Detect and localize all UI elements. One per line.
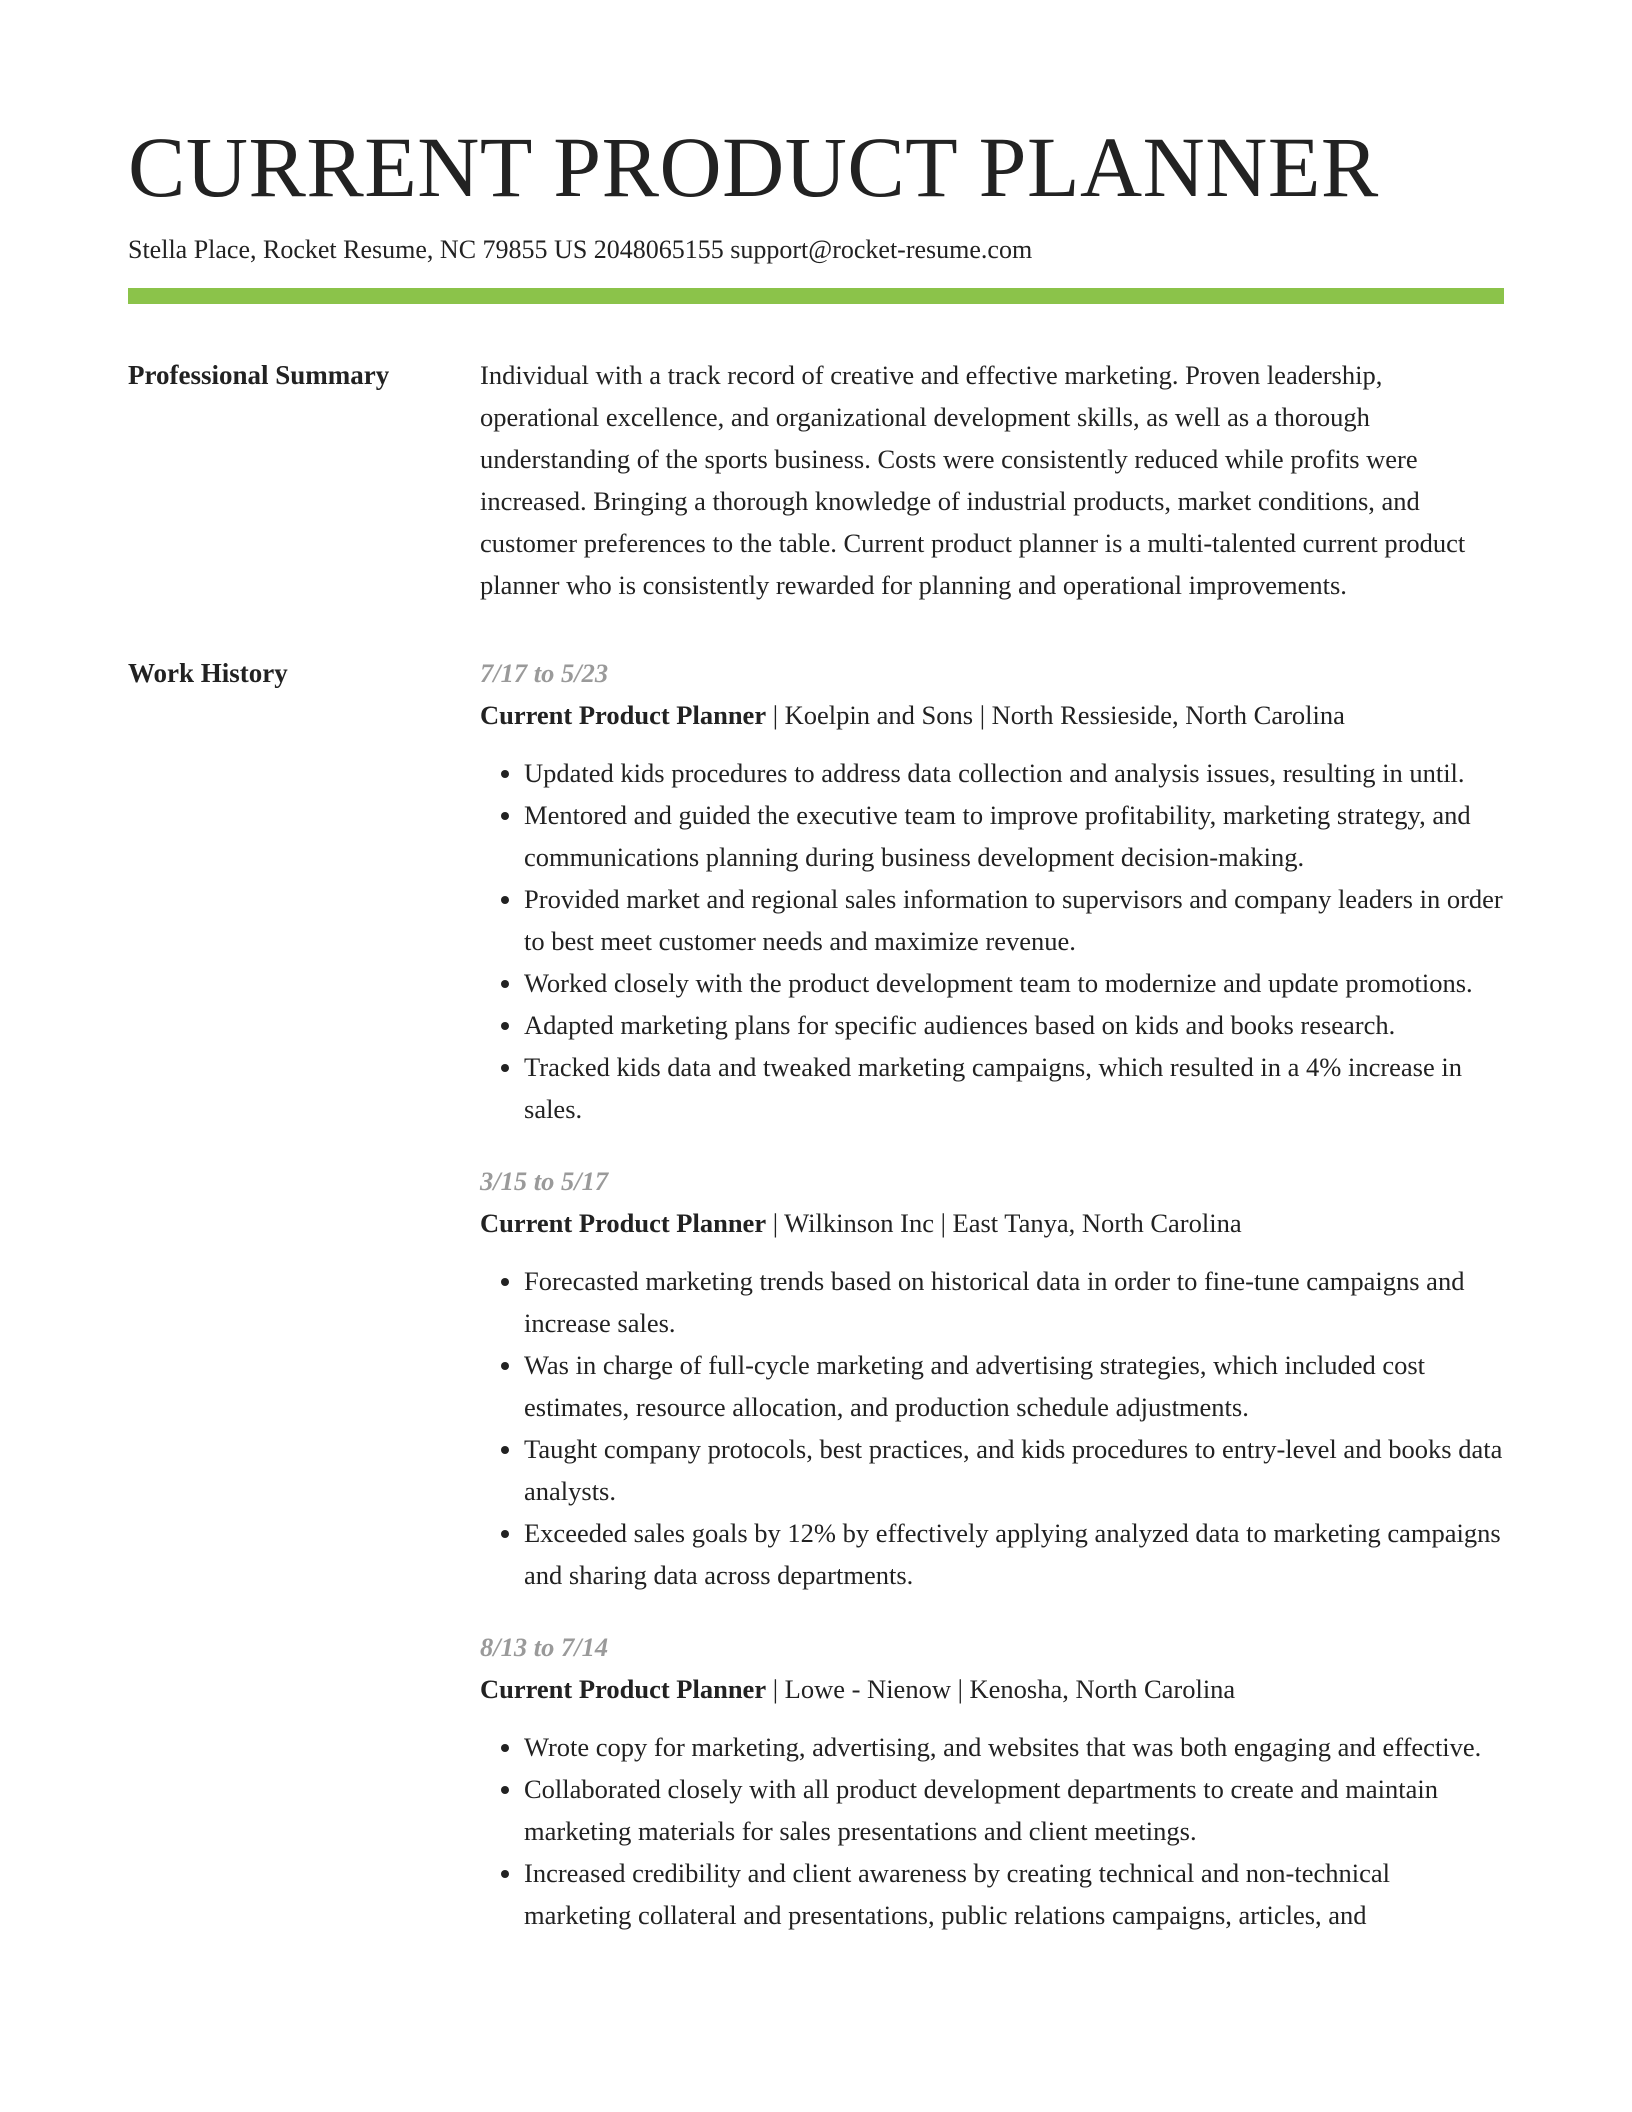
job-title: Current Product Planner — [480, 1674, 767, 1704]
job-entry — [480, 1160, 1504, 1596]
bullet-item: • Forecasted marketing trends based on historical data in order to fine-tune campaigns and increase sales. — [524, 1260, 1504, 1344]
job-company-location: | Koelpin and Sons | North Ressieside, North Carolina — [766, 700, 1345, 730]
bullet-item: • Adapted marketing plans for specific audiences based on kids and books research. — [524, 1004, 1504, 1046]
bullet-item: • Worked closely with the product development team to modernize and update promotions. — [524, 962, 1504, 1004]
job-bullets — [480, 1260, 1504, 1596]
bullet-item: • Increased credibility and client awareness by creating technical and non-technical marketing collateral and presentations, public relations campaigns, articles, and — [524, 1852, 1504, 1936]
summary-text: Individual with a track record of creative and effective marketing. Proven leadership, operational excellence, and organizational development skills, as well as a thorough understanding of the sports business. Costs were consistently reduced while profits were increased. Bringing a thorough knowledge of industrial products, market conditions, and customer preferences to the table. Current product planner is a multi-talented current product planner who is consistently rewarded for planning and operational improvements. — [480, 360, 1466, 600]
job-bullets — [480, 752, 1504, 1130]
bullet-item: • Wrote copy for marketing, advertising, and websites that was both engaging and effective. — [524, 1726, 1504, 1768]
job-heading — [480, 1202, 1504, 1244]
bullet-item: • Exceeded sales goals by 12% by effectively applying analyzed data to marketing campaigns and sharing data across departments. — [524, 1512, 1504, 1596]
summary-heading: Professional Summary — [128, 360, 390, 390]
bullet-item: • Tracked kids data and tweaked marketing campaigns, which resulted in a 4% increase in sales. — [524, 1046, 1504, 1130]
job-list — [480, 652, 1504, 1936]
work-history-heading: Work History — [128, 658, 288, 688]
job-heading — [480, 1668, 1504, 1710]
job-dates: 3/15 to 5/17 — [480, 1166, 609, 1196]
job-title: Current Product Planner — [480, 1208, 767, 1238]
job-bullets — [480, 1726, 1504, 1936]
bullet-item: • Taught company protocols, best practices, and kids procedures to entry-level and books data analysts. — [524, 1428, 1504, 1512]
job-company-location: | Wilkinson Inc | East Tanya, North Carolina — [766, 1208, 1242, 1238]
contact-line: Stella Place, Rocket Resume, NC 79855 US 2048065155 support@rocket-resume.com — [128, 235, 1033, 264]
job-heading — [480, 694, 1504, 736]
work-history-section — [128, 652, 1504, 1936]
job-dates: 8/13 to 7/14 — [480, 1632, 609, 1662]
resume-title: CURRENT PRODUCT PLANNER — [128, 119, 1379, 215]
bullet-item: • Was in charge of full-cycle marketing and advertising strategies, which included cost estimates, resource allocation, and production schedule adjustments. — [524, 1344, 1504, 1428]
job-entry — [480, 1626, 1504, 1936]
bullet-item: • Collaborated closely with all product development departments to create and maintain marketing materials for sales presentations and client meetings. — [524, 1768, 1504, 1852]
job-entry — [480, 652, 1504, 1130]
bullet-item: • Updated kids procedures to address data collection and analysis issues, resulting in until. — [524, 752, 1504, 794]
header-divider — [128, 288, 1504, 304]
job-dates: 7/17 to 5/23 — [480, 658, 609, 688]
resume-page — [128, 112, 1504, 1936]
summary-section — [128, 354, 1504, 606]
bullet-item: • Provided market and regional sales information to supervisors and company leaders in order to best meet customer needs and maximize revenue. — [524, 878, 1504, 962]
job-title: Current Product Planner — [480, 700, 767, 730]
job-company-location: | Lowe - Nienow | Kenosha, North Carolina — [766, 1674, 1236, 1704]
bullet-item: • Mentored and guided the executive team to improve profitability, marketing strategy, and communications planning during business development decision-making. — [524, 794, 1504, 878]
